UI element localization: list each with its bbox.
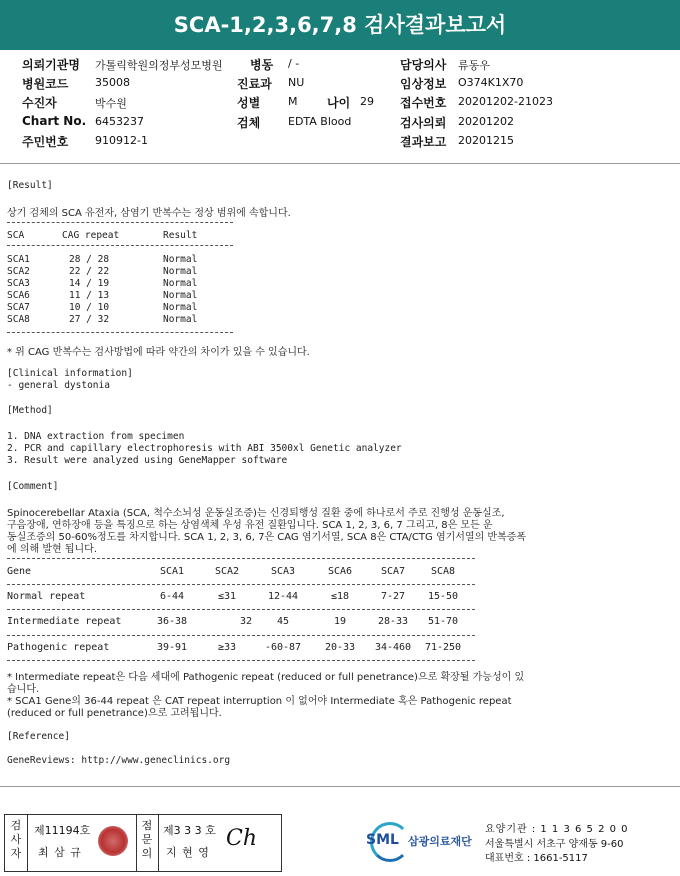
receipt-no-value: 20201202-21023 xyxy=(458,95,553,108)
department-label: 진료과 xyxy=(237,77,272,91)
table-cell: 20-33 xyxy=(324,642,356,653)
gene-col-header: SCA1 xyxy=(159,566,185,577)
ward-label: 병동 xyxy=(250,58,274,72)
comment-line: Spinocerebellar Ataxia (SCA, 척수소뇌성 운동실조증)는 신경퇴행성 질환 중에 하나로서 주로 진행성 운동실조, xyxy=(7,508,505,519)
reviewer-label-char: 점 xyxy=(141,819,153,832)
reference-text: GeneReviews: http://www.geneclinics.org xyxy=(7,755,231,766)
gene-table-rule-top xyxy=(7,558,475,559)
table-row xyxy=(7,642,477,656)
result-col-sca: SCA xyxy=(7,230,25,241)
specimen-label: 검체 xyxy=(237,116,261,130)
comment-note: * SCA1 Gene의 36-44 repeat 은 CAT repeat interruption 이 없어야 Intermediate 혹은 Pathogenic repeat xyxy=(7,696,512,707)
table-row-sca: SCA2 xyxy=(7,266,30,277)
age-value: 29 xyxy=(360,95,374,108)
gene-col-header: SCA2 xyxy=(214,566,240,577)
table-cell: 12-44 xyxy=(267,591,299,602)
reviewer-name: 지 현 영 xyxy=(166,846,210,859)
table-row-repeat: 10 / 10 xyxy=(69,302,110,313)
table-cell: 28-33 xyxy=(377,616,409,627)
table-row-repeat: 28 / 28 xyxy=(69,254,110,265)
clinical-text: - general dystonia xyxy=(7,380,110,391)
table-cell: ≤31 xyxy=(217,591,237,602)
gene-reference-table xyxy=(7,566,477,666)
report-footer xyxy=(0,810,680,876)
table-cell: 51-70 xyxy=(427,616,459,627)
table-cell: 6-44 xyxy=(159,591,185,602)
clinical-heading: [Clinical information] xyxy=(7,368,133,379)
sex-value: M xyxy=(288,95,298,108)
reviewer-license-no: 제3 3 3 호 xyxy=(163,824,216,837)
result-note: * 위 CAG 반복수는 검사방법에 따라 약간의 차이가 있을 수 있습니다. xyxy=(7,347,310,358)
examiner-label xyxy=(8,819,24,861)
sex-label: 성별 xyxy=(237,96,261,110)
doctor-value: 류동우 xyxy=(458,59,490,72)
receipt-no-label: 접수번호 xyxy=(400,96,447,110)
comment-line: 동실조증의 50-60%정도를 차지합니다. SCA 1, 2, 3, 6, 7은 CAG 염기서열, SCA 8은 CTA/CTG 염기서열의 반복증폭 xyxy=(7,532,527,543)
result-table-rule-mid xyxy=(7,245,233,246)
doctor-label: 담당의사 xyxy=(400,58,447,72)
gene-table-rule xyxy=(7,609,475,610)
result-col-repeat: CAG repeat xyxy=(62,230,120,241)
result-heading: [Result] xyxy=(7,180,53,191)
signature-box-divider xyxy=(27,814,28,872)
table-cell: 34-460 xyxy=(374,642,412,653)
agency-code: 요양기관 : 1 1 3 6 5 2 0 0 xyxy=(485,824,629,835)
reviewer-label-char: 문 xyxy=(141,833,153,846)
table-row-result: Normal xyxy=(163,266,198,277)
table-row-repeat: 14 / 19 xyxy=(69,278,110,289)
table-cell: 19 xyxy=(333,616,347,627)
gene-col-header: SCA7 xyxy=(380,566,406,577)
ward-value: / - xyxy=(288,57,300,70)
request-date-label: 검사의뢰 xyxy=(400,116,447,130)
table-row-sca: SCA1 xyxy=(7,254,30,265)
table-cell: 39-91 xyxy=(156,642,188,653)
header-divider xyxy=(0,163,680,164)
comment-line: 에 의해 발현 됩니다. xyxy=(7,544,97,555)
gene-table-header-row xyxy=(7,566,477,580)
table-row-sca: SCA7 xyxy=(7,302,30,313)
gene-col-header: Gene xyxy=(7,566,32,577)
patient-label: 수진자 xyxy=(22,96,57,110)
table-cell: ≤18 xyxy=(330,591,350,602)
table-row xyxy=(7,591,477,605)
examiner-name: 최 삼 규 xyxy=(38,846,82,859)
clinical-info-label: 임상정보 xyxy=(400,77,447,91)
table-row-repeat: 27 / 32 xyxy=(69,314,110,325)
result-table-rule-top xyxy=(7,222,233,223)
method-step: 1. DNA extraction from specimen xyxy=(7,431,185,442)
clinical-info-value: O374K1X70 xyxy=(458,76,524,89)
table-row xyxy=(7,616,477,630)
examiner-label-char: 자 xyxy=(10,847,22,860)
chart-no-label: Chart No. xyxy=(22,114,87,128)
table-row-repeat: 11 / 13 xyxy=(69,290,110,301)
age-label: 나이 xyxy=(327,96,351,110)
table-cell: Pathogenic repeat xyxy=(7,642,110,653)
department-value: NU xyxy=(288,76,305,89)
hospital-code-value: 35008 xyxy=(95,76,130,89)
table-row-result: Normal xyxy=(163,302,198,313)
footer-divider xyxy=(0,786,680,787)
gene-table-rule-bottom xyxy=(7,660,475,661)
reviewer-label-char: 의 xyxy=(141,847,153,860)
table-cell: 45 xyxy=(276,616,290,627)
comment-note: (reduced or full penetrance)으로 고려됩니다. xyxy=(7,708,222,719)
comment-note: * Intermediate repeat은 다음 세대에 Pathogenic repeat (reduced or full penetrance)으로 확장될 가능성이 있 xyxy=(7,672,525,683)
method-heading: [Method] xyxy=(7,405,53,416)
table-row-result: Normal xyxy=(163,290,198,301)
result-col-result: Result xyxy=(163,230,198,241)
comment-note: 습니다. xyxy=(7,684,40,695)
table-row-result: Normal xyxy=(163,254,198,265)
table-row-sca: SCA6 xyxy=(7,290,30,301)
gene-col-header: SCA3 xyxy=(270,566,296,577)
id-no-value: 910912-1 xyxy=(95,134,148,147)
report-date-value: 20201215 xyxy=(458,134,514,147)
signature-box-divider xyxy=(136,814,137,872)
table-row-sca: SCA3 xyxy=(7,278,30,289)
table-cell: -60-87 xyxy=(264,642,302,653)
gene-col-header: SCA6 xyxy=(327,566,353,577)
result-table-rule-bottom xyxy=(7,332,233,333)
table-cell: 15-50 xyxy=(427,591,459,602)
foundation-name: 삼광의료재단 xyxy=(408,835,472,848)
table-cell: 36-38 xyxy=(156,616,188,627)
table-row-repeat: 22 / 22 xyxy=(69,266,110,277)
comment-heading: [Comment] xyxy=(7,481,59,492)
chart-no-value: 6453237 xyxy=(95,115,144,128)
sml-logo-text: SML xyxy=(366,832,399,848)
examiner-seal-icon xyxy=(98,826,128,856)
request-date-value: 20201202 xyxy=(458,115,514,128)
report-title: SCA-1,2,3,6,7,8 검사결과보고서 xyxy=(0,0,680,50)
signature-box-divider xyxy=(158,814,159,872)
gene-table-rule xyxy=(7,635,475,636)
institution-value: 가톨릭학원의정부성모병원 xyxy=(95,59,223,72)
patient-value: 박수원 xyxy=(95,97,127,110)
table-row-result: Normal xyxy=(163,314,198,325)
gene-col-header: SCA8 xyxy=(430,566,456,577)
institution-label: 의뢰기관명 xyxy=(22,58,80,72)
result-summary: 상기 검체의 SCA 유전자, 삼염기 반복수는 정상 범위에 속합니다. xyxy=(7,208,291,219)
address: 서울특별시 서초구 양재동 9-60 xyxy=(485,839,624,850)
report-date-label: 결과보고 xyxy=(400,135,447,149)
id-no-label: 주민번호 xyxy=(22,135,69,149)
table-cell: 7-27 xyxy=(380,591,406,602)
table-cell: ≥33 xyxy=(217,642,237,653)
table-cell: Intermediate repeat xyxy=(7,616,122,627)
table-row-sca: SCA8 xyxy=(7,314,30,325)
examiner-label-char: 사 xyxy=(10,833,22,846)
method-step: 2. PCR and capillary electrophoresis with ABI 3500xl Genetic analyzer xyxy=(7,443,402,454)
table-cell: 32 xyxy=(239,616,252,627)
method-step: 3. Result were analyzed using GeneMapper software xyxy=(7,455,288,466)
table-row-result: Normal xyxy=(163,278,198,289)
table-cell: 71-250 xyxy=(424,642,462,653)
sml-logo xyxy=(366,820,406,860)
reviewer-label xyxy=(139,819,155,861)
examiner-license-no: 제11194호 xyxy=(34,824,91,837)
specimen-value: EDTA Blood xyxy=(288,115,352,128)
comment-line: 구음장애, 연하장애 등을 특징으로 하는 상염색체 우성 유전 질환입니다. SCA 1, 2, 3, 6, 7 그리고, 8은 모든 운 xyxy=(7,520,493,531)
patient-info-section xyxy=(0,50,680,158)
table-cell: Normal repeat xyxy=(7,591,86,602)
gene-table-rule xyxy=(7,584,475,585)
reviewer-signature: Ch xyxy=(226,826,258,851)
hospital-code-label: 병원코드 xyxy=(22,77,69,91)
phone-number: 대표번호 : 1661-5117 xyxy=(485,853,588,864)
examiner-label-char: 검 xyxy=(10,819,22,832)
reference-heading: [Reference] xyxy=(7,731,70,742)
